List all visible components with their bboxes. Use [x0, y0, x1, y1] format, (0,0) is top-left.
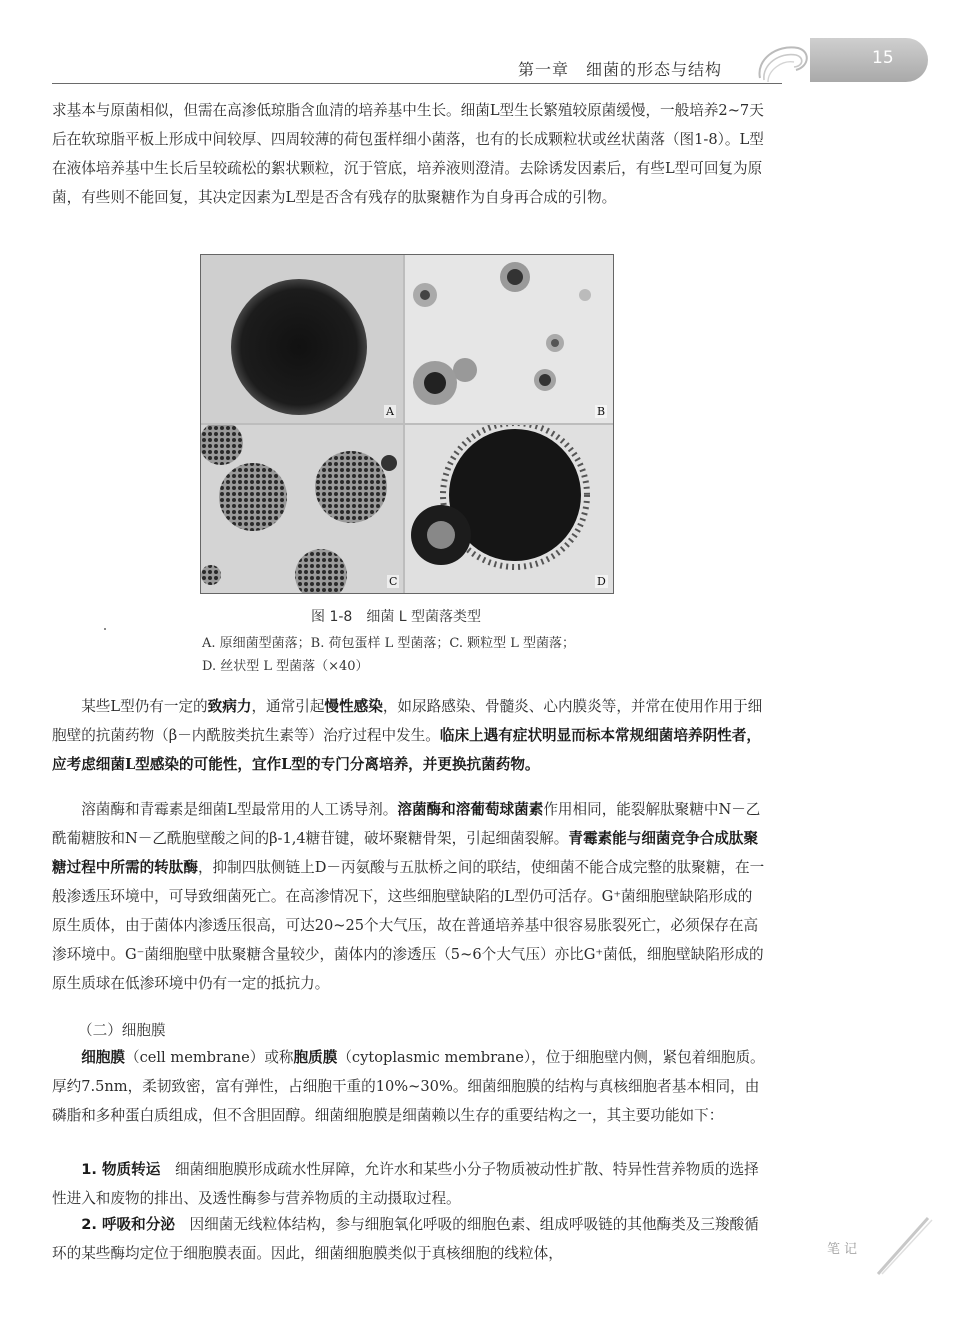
figure-panel-d [405, 425, 613, 593]
list-item-2-label: 2. 呼吸和分泌 [81, 1216, 175, 1233]
colony-image-a [201, 255, 403, 423]
paragraph-2-bold-3: 临床上遇有症状明显而标本常规细菌培养阴性者，应考虑细菌L型感染的可能性，宜作L型的专门分离培养，并更换抗菌药物。 [52, 727, 761, 773]
paragraph-2-text-2: ，通常引起 [251, 698, 325, 715]
paragraph-2-text-3: ，如尿路感染、骨髓炎、心内膜炎等，并常在使用作用于细胞壁的抗菌药物（β－内酰胺类抗生素等）治疗过程中发生。 [52, 698, 763, 744]
figure-caption-line-1: A. 原细菌型菌落；B. 荷包蛋样 L 型菌落；C. 颗粒型 L 型菌落； [202, 636, 576, 651]
page-number-tab [810, 38, 928, 82]
pen-icon [870, 1210, 940, 1280]
chapter-title: 第一章 细菌的形态与结构 [518, 60, 723, 79]
paragraph-3-bold-2: 青霉素能与细菌竞争合成肽聚糖过程中所需的转肽酶 [52, 830, 759, 876]
figure-panel-b [405, 255, 613, 423]
panel-label-a: A [386, 405, 394, 418]
page-number: 15 [872, 48, 894, 68]
header-rule [52, 83, 782, 84]
paragraph-4 [52, 1043, 766, 1130]
paragraph-2-bold-2: 慢性感染 [324, 698, 383, 715]
figure-panel-c [201, 425, 403, 593]
swirl-decoration-icon [752, 38, 814, 86]
paragraph-2-bold-1: 致病力 [207, 698, 252, 715]
panel-label-b: B [597, 405, 606, 418]
list-item-2 [52, 1210, 766, 1268]
scan-dot [104, 628, 106, 630]
figure-1-8 [200, 254, 614, 594]
paragraph-4-bold-2: 胞质膜 [293, 1049, 338, 1066]
list-item-1-label: 1. 物质转运 [81, 1161, 161, 1178]
colony-image-c [201, 425, 403, 593]
paragraph-3-text-3: ，抑制四肽侧链上D－丙氨酸与五肽桥之间的联结，使细菌不能合成完整的肽聚糖，在一般渗透压环境中，可导致细菌死亡。在高渗情况下，这些细胞壁缺陷的L型仍可活存。G⁺菌细胞壁缺陷形成的原生质体，由于菌体内渗透压很高，可达20~25个大气压，故在普通培养基中很容易胀裂死亡，必须保存在高渗环境中。G⁻菌细胞壁中肽聚糖含量较少，菌体内的渗透压（5~6个大气压）亦比G⁺菌低，细胞壁缺陷形成的原生质球在低渗环境中仍有一定的抵抗力。 [52, 859, 765, 992]
colony-image-b [405, 255, 613, 423]
paragraph-3-text-1: 溶菌酶和青霉素是细菌L型最常用的人工诱导剂。 [81, 801, 398, 818]
paragraph-3-text-2: 作用相同，能裂解肽聚糖中N－乙酰葡糖胺和N－乙酰胞壁酸之间的β-1,4糖苷键，破坏聚糖骨架，引起细菌裂解。 [52, 801, 761, 847]
colony-image-d [405, 425, 613, 593]
section-heading: （二）细胞膜 [78, 1022, 166, 1039]
list-item-2-text: 因细菌无线粒体结构，参与细胞氧化呼吸的细胞色素、组成呼吸链的其他酶类及三羧酸循环的某些酶均定位于细胞膜表面。因此，细菌细胞膜类似于真核细胞的线粒体， [52, 1216, 759, 1262]
figure-panel-a [201, 255, 403, 423]
list-item-1 [52, 1155, 766, 1213]
paragraph-2 [52, 692, 766, 779]
paragraph-4-text-2: （cytoplasmic membrane），位于细胞壁内侧，紧包着细胞质。厚约7.5nm，柔韧致密，富有弹性，占细胞干重的10%~30%。细菌细胞膜的结构与真核细胞者基本相同，由磷脂和多种蛋白质组成，但不含胆固醇。细菌细胞膜是细菌赖以生存的重要结构之一，其主要功能如下： [52, 1049, 765, 1124]
paragraph-1: 求基本与原菌相似，但需在高渗低琼脂含血清的培养基中生长。细菌L型生长繁殖较原菌缓慢，一般培养2~7天后在软琼脂平板上形成中间较厚、四周较薄的荷包蛋样细小菌落，也有的长成颗粒状或丝状菌落（图1-8）。L型在液体培养基中生长后呈较疏松的絮状颗粒，沉于管底，培养液则澄清。去除诱发因素后，有些L型可回复为原菌，有些则不能回复，其决定因素为L型是否含有残存的肽聚糖作为自身再合成的引物。 [52, 102, 764, 206]
list-item-1-text: 细菌细胞膜形成疏水性屏障，允许水和某些小分子物质被动性扩散、特异性营养物质的选择性进入和废物的排出、及透性酶参与营养物质的主动摄取过程。 [52, 1161, 759, 1207]
figure-caption-line-2: D. 丝状型 L 型菌落（×40） [202, 659, 369, 674]
paragraph-4-text-1: （cell membrane）或称 [124, 1049, 294, 1066]
panel-label-c: C [389, 575, 398, 588]
paragraph-4-bold-1: 细胞膜 [81, 1049, 125, 1066]
notes-margin-label: 笔记 [827, 1242, 862, 1257]
paragraph-2-text-1: 某些L型仍有一定的 [81, 698, 208, 715]
paragraph-3 [52, 795, 766, 998]
paragraph-3-bold-1: 溶菌酶和溶葡萄球菌素 [397, 801, 544, 818]
figure-caption-title: 图 1-8 细菌 L 型菌落类型 [311, 609, 482, 625]
panel-label-d: D [597, 575, 606, 588]
